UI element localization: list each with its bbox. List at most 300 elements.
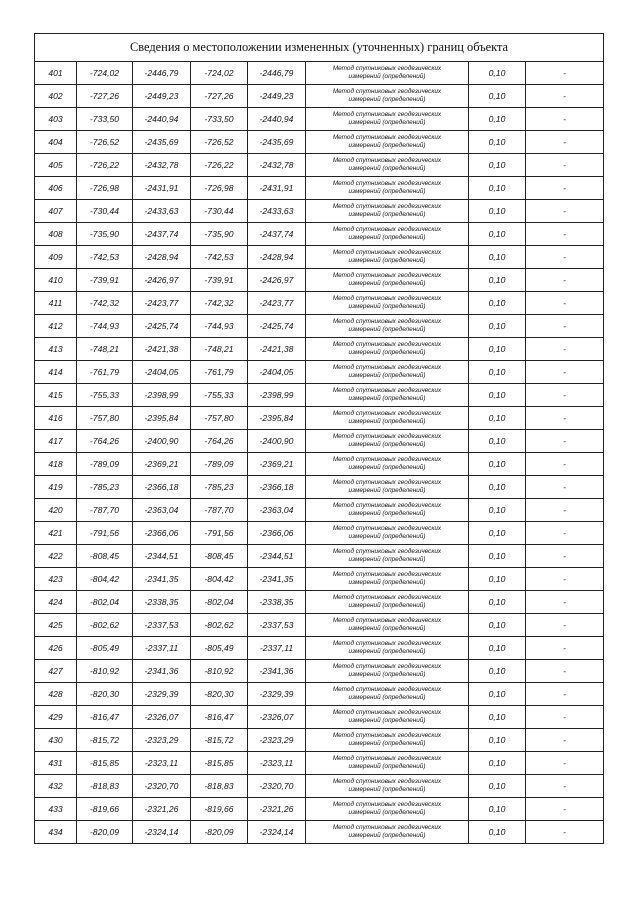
existing-y-cell: -2428,94 <box>133 246 191 269</box>
refined-y-cell: -2426,97 <box>248 269 306 292</box>
method-line-2: измерений (определений) <box>348 786 426 793</box>
method-line-2: измерений (определений) <box>348 142 426 149</box>
method-line-2: измерений (определений) <box>348 809 426 816</box>
existing-x-cell: -733,50 <box>77 108 133 131</box>
description-cell: - <box>526 476 604 499</box>
existing-x-cell: -787,70 <box>77 499 133 522</box>
accuracy-cell: 0,10 <box>469 499 526 522</box>
refined-x-cell: -804,42 <box>191 568 248 591</box>
method-line-2: измерений (определений) <box>348 694 426 701</box>
accuracy-cell: 0,10 <box>469 223 526 246</box>
existing-x-cell: -804,42 <box>77 568 133 591</box>
refined-y-cell: -2341,36 <box>248 660 306 683</box>
existing-x-cell: -819,66 <box>77 798 133 821</box>
refined-y-cell: -2446,79 <box>248 62 306 85</box>
accuracy-cell: 0,10 <box>469 453 526 476</box>
description-cell: - <box>526 522 604 545</box>
method-line-1: Метод спутниковых геодезических <box>332 502 442 509</box>
refined-x-cell: -815,72 <box>191 729 248 752</box>
refined-y-cell: -2323,11 <box>248 752 306 775</box>
table-row <box>35 223 604 246</box>
description-cell: - <box>526 568 604 591</box>
existing-x-cell: -820,30 <box>77 683 133 706</box>
method-line-1: Метод спутниковых геодезических <box>332 433 442 440</box>
existing-y-cell: -2341,35 <box>133 568 191 591</box>
method-line-1: Метод спутниковых геодезических <box>332 479 442 486</box>
method-line-1: Метод спутниковых геодезических <box>332 318 442 325</box>
existing-y-cell: -2431,91 <box>133 177 191 200</box>
refined-x-cell: -816,47 <box>191 706 248 729</box>
refined-x-cell: -818,83 <box>191 775 248 798</box>
method-cell <box>306 545 469 568</box>
existing-y-cell: -2369,21 <box>133 453 191 476</box>
existing-y-cell: -2344,51 <box>133 545 191 568</box>
description-cell: - <box>526 430 604 453</box>
refined-x-cell: -815,85 <box>191 752 248 775</box>
refined-y-cell: -2344,51 <box>248 545 306 568</box>
existing-x-cell: -726,22 <box>77 154 133 177</box>
refined-y-cell: -2329,39 <box>248 683 306 706</box>
point-number-cell: 421 <box>35 522 77 545</box>
description-cell: - <box>526 85 604 108</box>
method-cell <box>306 315 469 338</box>
method-line-1: Метод спутниковых геодезических <box>332 341 442 348</box>
existing-x-cell: -742,32 <box>77 292 133 315</box>
method-cell <box>306 407 469 430</box>
accuracy-cell: 0,10 <box>469 85 526 108</box>
method-line-1: Метод спутниковых геодезических <box>332 778 442 785</box>
method-line-2: измерений (определений) <box>348 349 426 356</box>
point-number-cell: 433 <box>35 798 77 821</box>
method-line-1: Метод спутниковых геодезических <box>332 755 442 762</box>
description-cell: - <box>526 407 604 430</box>
existing-y-cell: -2363,04 <box>133 499 191 522</box>
refined-y-cell: -2425,74 <box>248 315 306 338</box>
accuracy-cell: 0,10 <box>469 361 526 384</box>
existing-y-cell: -2329,39 <box>133 683 191 706</box>
refined-y-cell: -2433,63 <box>248 200 306 223</box>
point-number-cell: 428 <box>35 683 77 706</box>
existing-x-cell: -818,83 <box>77 775 133 798</box>
table-title-row <box>35 34 604 62</box>
refined-x-cell: -755,33 <box>191 384 248 407</box>
accuracy-cell: 0,10 <box>469 131 526 154</box>
existing-x-cell: -764,26 <box>77 430 133 453</box>
table-row <box>35 545 604 568</box>
accuracy-cell: 0,10 <box>469 660 526 683</box>
existing-x-cell: -785,23 <box>77 476 133 499</box>
point-number-cell: 422 <box>35 545 77 568</box>
table-title: Сведения о местоположении измененных (уточненных) границ объекта <box>35 34 604 62</box>
method-cell <box>306 430 469 453</box>
method-line-2: измерений (определений) <box>348 188 426 195</box>
description-cell: - <box>526 154 604 177</box>
method-line-2: измерений (определений) <box>348 73 426 80</box>
table-row <box>35 62 604 85</box>
existing-y-cell: -2426,97 <box>133 269 191 292</box>
description-cell: - <box>526 453 604 476</box>
method-line-2: измерений (определений) <box>348 441 426 448</box>
refined-x-cell: -726,52 <box>191 131 248 154</box>
point-number-cell: 419 <box>35 476 77 499</box>
method-line-2: измерений (определений) <box>348 119 426 126</box>
method-line-1: Метод спутниковых геодезических <box>332 456 442 463</box>
description-cell: - <box>526 315 604 338</box>
method-cell <box>306 637 469 660</box>
method-cell <box>306 821 469 844</box>
existing-x-cell: -726,52 <box>77 131 133 154</box>
description-cell: - <box>526 131 604 154</box>
refined-x-cell: -726,22 <box>191 154 248 177</box>
description-cell: - <box>526 269 604 292</box>
accuracy-cell: 0,10 <box>469 62 526 85</box>
description-cell: - <box>526 752 604 775</box>
existing-x-cell: -742,53 <box>77 246 133 269</box>
point-number-cell: 412 <box>35 315 77 338</box>
table-row <box>35 453 604 476</box>
table-row <box>35 384 604 407</box>
method-line-1: Метод спутниковых геодезических <box>332 571 442 578</box>
method-cell <box>306 775 469 798</box>
table-row <box>35 752 604 775</box>
existing-y-cell: -2433,63 <box>133 200 191 223</box>
existing-y-cell: -2449,23 <box>133 85 191 108</box>
accuracy-cell: 0,10 <box>469 821 526 844</box>
point-number-cell: 411 <box>35 292 77 315</box>
existing-y-cell: -2404,05 <box>133 361 191 384</box>
accuracy-cell: 0,10 <box>469 522 526 545</box>
point-number-cell: 406 <box>35 177 77 200</box>
table-row <box>35 292 604 315</box>
accuracy-cell: 0,10 <box>469 545 526 568</box>
method-line-1: Метод спутниковых геодезических <box>332 88 442 95</box>
method-cell <box>306 798 469 821</box>
refined-y-cell: -2435,69 <box>248 131 306 154</box>
existing-x-cell: -815,85 <box>77 752 133 775</box>
description-cell: - <box>526 338 604 361</box>
method-cell <box>306 154 469 177</box>
point-number-cell: 420 <box>35 499 77 522</box>
table-row <box>35 108 604 131</box>
description-cell: - <box>526 821 604 844</box>
refined-y-cell: -2395,84 <box>248 407 306 430</box>
method-line-1: Метод спутниковых геодезических <box>332 824 442 831</box>
boundary-coordinates-table <box>34 33 604 844</box>
refined-x-cell: -802,04 <box>191 591 248 614</box>
refined-y-cell: -2338,35 <box>248 591 306 614</box>
refined-x-cell: -727,26 <box>191 85 248 108</box>
refined-x-cell: -744,93 <box>191 315 248 338</box>
description-cell: - <box>526 637 604 660</box>
refined-x-cell: -742,32 <box>191 292 248 315</box>
refined-y-cell: -2449,23 <box>248 85 306 108</box>
existing-x-cell: -748,21 <box>77 338 133 361</box>
method-cell <box>306 729 469 752</box>
accuracy-cell: 0,10 <box>469 729 526 752</box>
method-cell <box>306 361 469 384</box>
method-line-2: измерений (определений) <box>348 211 426 218</box>
accuracy-cell: 0,10 <box>469 591 526 614</box>
method-cell <box>306 476 469 499</box>
table-row <box>35 637 604 660</box>
description-cell: - <box>526 361 604 384</box>
method-cell <box>306 292 469 315</box>
existing-x-cell: -815,72 <box>77 729 133 752</box>
description-cell: - <box>526 775 604 798</box>
method-line-2: измерений (определений) <box>348 740 426 747</box>
table-row <box>35 476 604 499</box>
refined-x-cell: -730,44 <box>191 200 248 223</box>
point-number-cell: 418 <box>35 453 77 476</box>
table-row <box>35 614 604 637</box>
existing-y-cell: -2421,38 <box>133 338 191 361</box>
refined-y-cell: -2431,91 <box>248 177 306 200</box>
method-line-2: измерений (определений) <box>348 579 426 586</box>
description-cell: - <box>526 108 604 131</box>
existing-x-cell: -744,93 <box>77 315 133 338</box>
method-line-1: Метод спутниковых геодезических <box>332 387 442 394</box>
table-row <box>35 729 604 752</box>
method-line-1: Метод спутниковых геодезических <box>332 111 442 118</box>
existing-y-cell: -2324,14 <box>133 821 191 844</box>
refined-y-cell: -2363,04 <box>248 499 306 522</box>
refined-y-cell: -2400,90 <box>248 430 306 453</box>
table-row <box>35 269 604 292</box>
point-number-cell: 426 <box>35 637 77 660</box>
point-number-cell: 404 <box>35 131 77 154</box>
method-line-1: Метод спутниковых геодезических <box>332 364 442 371</box>
refined-y-cell: -2337,11 <box>248 637 306 660</box>
description-cell: - <box>526 683 604 706</box>
method-line-2: измерений (определений) <box>348 556 426 563</box>
method-line-2: измерений (определений) <box>348 372 426 379</box>
accuracy-cell: 0,10 <box>469 614 526 637</box>
method-line-2: измерений (определений) <box>348 234 426 241</box>
refined-y-cell: -2432,78 <box>248 154 306 177</box>
refined-y-cell: -2366,18 <box>248 476 306 499</box>
method-cell <box>306 614 469 637</box>
table-row <box>35 706 604 729</box>
point-number-cell: 432 <box>35 775 77 798</box>
accuracy-cell: 0,10 <box>469 246 526 269</box>
accuracy-cell: 0,10 <box>469 568 526 591</box>
existing-x-cell: -739,91 <box>77 269 133 292</box>
table-row <box>35 200 604 223</box>
existing-y-cell: -2425,74 <box>133 315 191 338</box>
method-cell <box>306 131 469 154</box>
existing-x-cell: -761,79 <box>77 361 133 384</box>
refined-y-cell: -2421,38 <box>248 338 306 361</box>
accuracy-cell: 0,10 <box>469 476 526 499</box>
point-number-cell: 414 <box>35 361 77 384</box>
point-number-cell: 401 <box>35 62 77 85</box>
existing-y-cell: -2337,53 <box>133 614 191 637</box>
table-row <box>35 430 604 453</box>
method-line-1: Метод спутниковых геодезических <box>332 65 442 72</box>
method-line-1: Метод спутниковых геодезических <box>332 640 442 647</box>
method-line-2: измерений (определений) <box>348 303 426 310</box>
refined-x-cell: -748,21 <box>191 338 248 361</box>
refined-y-cell: -2369,21 <box>248 453 306 476</box>
accuracy-cell: 0,10 <box>469 637 526 660</box>
existing-x-cell: -724,02 <box>77 62 133 85</box>
method-cell <box>306 706 469 729</box>
method-line-1: Метод спутниковых геодезических <box>332 709 442 716</box>
refined-y-cell: -2341,35 <box>248 568 306 591</box>
description-cell: - <box>526 200 604 223</box>
existing-y-cell: -2395,84 <box>133 407 191 430</box>
refined-x-cell: -808,45 <box>191 545 248 568</box>
refined-y-cell: -2366,06 <box>248 522 306 545</box>
accuracy-cell: 0,10 <box>469 338 526 361</box>
point-number-cell: 408 <box>35 223 77 246</box>
method-line-1: Метод спутниковых геодезических <box>332 180 442 187</box>
refined-x-cell: -802,62 <box>191 614 248 637</box>
point-number-cell: 430 <box>35 729 77 752</box>
method-cell <box>306 62 469 85</box>
point-number-cell: 429 <box>35 706 77 729</box>
method-line-1: Метод спутниковых геодезических <box>332 732 442 739</box>
table-row <box>35 775 604 798</box>
accuracy-cell: 0,10 <box>469 177 526 200</box>
method-cell <box>306 269 469 292</box>
method-cell <box>306 177 469 200</box>
existing-x-cell: -805,49 <box>77 637 133 660</box>
refined-y-cell: -2423,77 <box>248 292 306 315</box>
refined-x-cell: -820,09 <box>191 821 248 844</box>
method-cell <box>306 453 469 476</box>
refined-x-cell: -810,92 <box>191 660 248 683</box>
table-row <box>35 246 604 269</box>
description-cell: - <box>526 545 604 568</box>
accuracy-cell: 0,10 <box>469 269 526 292</box>
existing-y-cell: -2337,11 <box>133 637 191 660</box>
accuracy-cell: 0,10 <box>469 752 526 775</box>
refined-y-cell: -2398,99 <box>248 384 306 407</box>
table-row <box>35 131 604 154</box>
refined-y-cell: -2404,05 <box>248 361 306 384</box>
method-line-1: Метод спутниковых геодезических <box>332 157 442 164</box>
refined-x-cell: -787,70 <box>191 499 248 522</box>
table-row <box>35 499 604 522</box>
point-number-cell: 434 <box>35 821 77 844</box>
method-line-1: Метод спутниковых геодезических <box>332 249 442 256</box>
method-cell <box>306 522 469 545</box>
refined-x-cell: -761,79 <box>191 361 248 384</box>
table-row <box>35 591 604 614</box>
method-cell <box>306 568 469 591</box>
existing-x-cell: -791,56 <box>77 522 133 545</box>
existing-y-cell: -2323,11 <box>133 752 191 775</box>
description-cell: - <box>526 798 604 821</box>
method-line-1: Метод спутниковых геодезических <box>332 295 442 302</box>
refined-x-cell: -820,30 <box>191 683 248 706</box>
method-cell <box>306 683 469 706</box>
method-cell <box>306 108 469 131</box>
table-row <box>35 177 604 200</box>
existing-y-cell: -2446,79 <box>133 62 191 85</box>
description-cell: - <box>526 499 604 522</box>
method-cell <box>306 85 469 108</box>
description-cell: - <box>526 729 604 752</box>
refined-x-cell: -724,02 <box>191 62 248 85</box>
existing-y-cell: -2366,18 <box>133 476 191 499</box>
point-number-cell: 427 <box>35 660 77 683</box>
existing-x-cell: -755,33 <box>77 384 133 407</box>
method-line-2: измерений (определений) <box>348 395 426 402</box>
method-line-2: измерений (определений) <box>348 257 426 264</box>
table-row <box>35 154 604 177</box>
refined-x-cell: -733,50 <box>191 108 248 131</box>
table-row <box>35 798 604 821</box>
accuracy-cell: 0,10 <box>469 200 526 223</box>
refined-y-cell: -2324,14 <box>248 821 306 844</box>
description-cell: - <box>526 614 604 637</box>
refined-x-cell: -742,53 <box>191 246 248 269</box>
table-row <box>35 407 604 430</box>
table-row <box>35 315 604 338</box>
refined-x-cell: -789,09 <box>191 453 248 476</box>
refined-x-cell: -819,66 <box>191 798 248 821</box>
method-line-2: измерений (определений) <box>348 96 426 103</box>
refined-y-cell: -2337,53 <box>248 614 306 637</box>
method-line-1: Метод спутниковых геодезических <box>332 801 442 808</box>
refined-x-cell: -739,91 <box>191 269 248 292</box>
method-line-2: измерений (определений) <box>348 165 426 172</box>
method-line-1: Метод спутниковых геодезических <box>332 663 442 670</box>
method-line-1: Метод спутниковых геодезических <box>332 134 442 141</box>
point-number-cell: 417 <box>35 430 77 453</box>
refined-y-cell: -2326,07 <box>248 706 306 729</box>
method-line-2: измерений (определений) <box>348 418 426 425</box>
point-number-cell: 424 <box>35 591 77 614</box>
method-cell <box>306 338 469 361</box>
table-row <box>35 361 604 384</box>
existing-y-cell: -2440,94 <box>133 108 191 131</box>
method-cell <box>306 660 469 683</box>
method-line-1: Метод спутниковых геодезических <box>332 525 442 532</box>
point-number-cell: 409 <box>35 246 77 269</box>
refined-x-cell: -735,90 <box>191 223 248 246</box>
table-row <box>35 568 604 591</box>
description-cell: - <box>526 62 604 85</box>
refined-x-cell: -785,23 <box>191 476 248 499</box>
point-number-cell: 410 <box>35 269 77 292</box>
table-row <box>35 821 604 844</box>
existing-y-cell: -2437,74 <box>133 223 191 246</box>
table-row <box>35 683 604 706</box>
accuracy-cell: 0,10 <box>469 798 526 821</box>
point-number-cell: 415 <box>35 384 77 407</box>
description-cell: - <box>526 223 604 246</box>
refined-x-cell: -757,80 <box>191 407 248 430</box>
method-line-2: измерений (определений) <box>348 464 426 471</box>
point-number-cell: 403 <box>35 108 77 131</box>
accuracy-cell: 0,10 <box>469 407 526 430</box>
method-line-2: измерений (определений) <box>348 832 426 839</box>
existing-x-cell: -816,47 <box>77 706 133 729</box>
method-line-1: Метод спутниковых геодезических <box>332 617 442 624</box>
accuracy-cell: 0,10 <box>469 706 526 729</box>
accuracy-cell: 0,10 <box>469 775 526 798</box>
existing-y-cell: -2423,77 <box>133 292 191 315</box>
table-row <box>35 338 604 361</box>
point-number-cell: 431 <box>35 752 77 775</box>
method-cell <box>306 200 469 223</box>
refined-x-cell: -805,49 <box>191 637 248 660</box>
existing-y-cell: -2326,07 <box>133 706 191 729</box>
table-row <box>35 660 604 683</box>
